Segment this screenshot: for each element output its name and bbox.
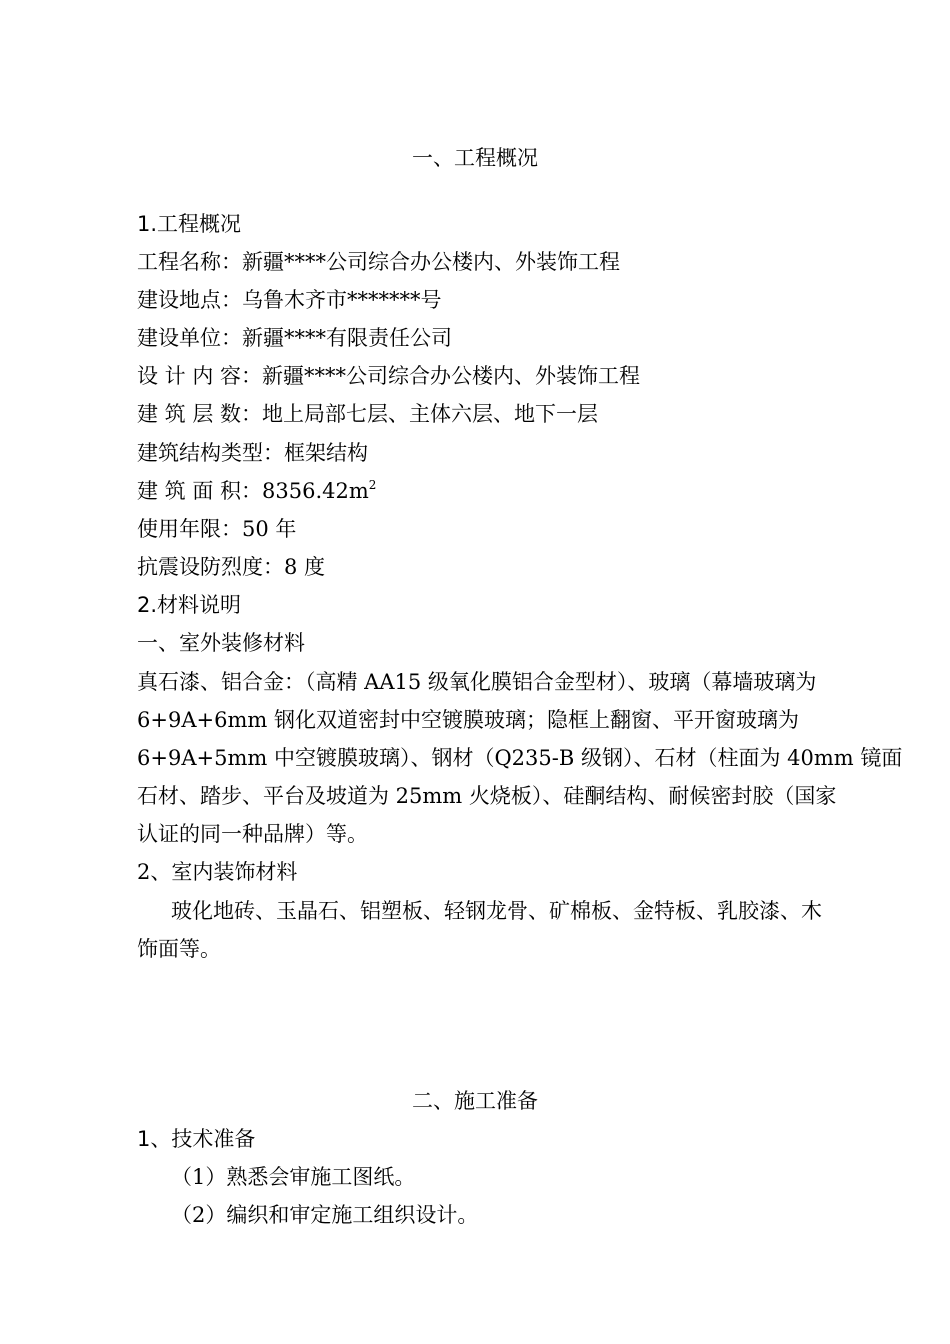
field-structure-type: 建筑结构类型：框架结构 <box>137 441 368 465</box>
exterior-materials-line: 石材、踏步、平台及坡道为 25mm 火烧板）、硅酮结构、耐候密封胶（国家 <box>137 784 837 808</box>
field-building-area <box>137 477 376 508</box>
subheading-project-overview: 1.工程概况 <box>137 212 242 236</box>
field-design-content: 设 计 内 容：新疆****公司综合办公楼内、外装饰工程 <box>137 364 641 388</box>
preparation-item: （2）编织和审定施工组织设计。 <box>171 1203 479 1227</box>
section-heading-preparation: 二、施工准备 <box>412 1089 538 1113</box>
field-seismic-intensity: 抗震设防烈度：8 度 <box>137 555 326 579</box>
field-project-name: 工程名称：新疆****公司综合办公楼内、外装饰工程 <box>137 250 620 274</box>
preparation-item: （1）熟悉会审施工图纸。 <box>171 1165 416 1189</box>
exterior-materials-title: 一、室外装修材料 <box>137 631 305 655</box>
field-service-life: 使用年限：50 年 <box>137 517 297 541</box>
interior-materials-line: 玻化地砖、玉晶石、铝塑板、轻钢龙骨、矿棉板、金特板、乳胶漆、木 <box>171 899 822 923</box>
field-floors: 建 筑 层 数：地上局部七层、主体六层、地下一层 <box>137 402 599 426</box>
subheading-technical-preparation: 1、技术准备 <box>137 1127 256 1151</box>
exterior-materials-line: 真石漆、铝合金：（高精 AA15 级氧化膜铝合金型材）、玻璃（幕墙玻璃为 <box>137 670 817 694</box>
exterior-materials-line: 6+9A+6mm 钢化双道密封中空镀膜玻璃；隐框上翻窗、平开窗玻璃为 <box>137 708 799 732</box>
section-heading-overview: 一、工程概况 <box>412 146 538 170</box>
interior-materials-line: 饰面等。 <box>137 937 221 961</box>
subheading-materials: 2.材料说明 <box>137 593 242 617</box>
field-client: 建设单位：新疆****有限责任公司 <box>137 326 452 350</box>
interior-materials-title: 2、室内装饰材料 <box>137 860 298 884</box>
exterior-materials-line: 认证的同一种品牌）等。 <box>137 822 368 846</box>
area-value: 建 筑 面 积：8356.42m <box>137 479 369 503</box>
area-superscript: 2 <box>368 478 377 492</box>
field-location: 建设地点：乌鲁木齐市*******号 <box>137 288 442 312</box>
exterior-materials-line: 6+9A+5mm 中空镀膜玻璃）、钢材（Q235-B 级钢）、石材（柱面为 40mm 镜面 <box>137 746 903 770</box>
